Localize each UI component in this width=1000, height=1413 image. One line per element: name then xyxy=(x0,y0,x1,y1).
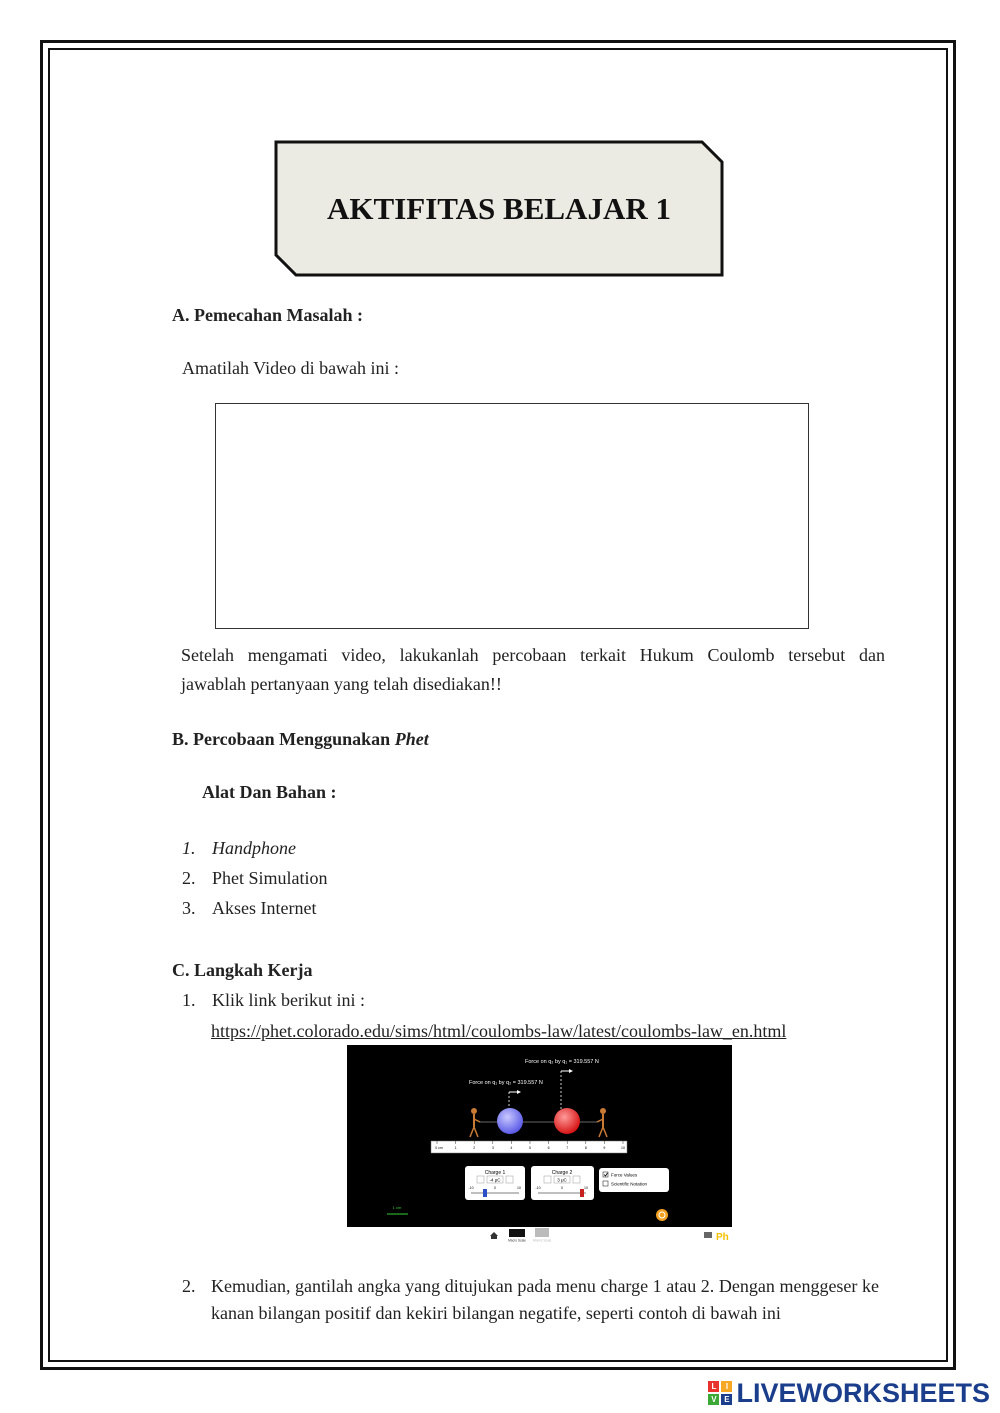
reset-button[interactable] xyxy=(656,1209,668,1221)
force-label-q2: Force on q₂ by q₁ = 319.557 N xyxy=(525,1059,599,1065)
brand-name: LIVEWORKSHEETS xyxy=(736,1377,990,1408)
step-2-text: Kemudian, gantilah angka yang ditujukan pada menu charge 1 atau 2. Dengan menggeser ke kanan bilangan positif dan kekiri bilangan negatife, seperti contoh di bawah ini xyxy=(211,1276,879,1323)
charge-1-slider-mid: 0 xyxy=(494,1186,496,1190)
tools-subheading: Alat Dan Bahan : xyxy=(202,782,337,802)
scientific-notation-label: Scientific Notation xyxy=(611,1181,648,1187)
list-item-label: Akses Internet xyxy=(212,898,317,918)
charge-1-decrement-button[interactable] xyxy=(477,1176,484,1183)
list-item xyxy=(182,895,316,921)
macro-scale-label: Macro Scale xyxy=(508,1238,526,1243)
after-video-line2: jawablah pertanyaan yang telah disediakan!! xyxy=(181,674,502,694)
ruler-label: 0 cm xyxy=(435,1146,443,1150)
after-video-line1: Setelah mengamati video, lakukanlah percobaan terkait Hukum Coulomb tersebut dan xyxy=(181,645,885,665)
charge-2-decrement-button[interactable] xyxy=(544,1176,551,1183)
ruler-label: 8 xyxy=(584,1146,587,1150)
charge-2-slider-max: 10 xyxy=(584,1186,588,1190)
title-banner xyxy=(274,140,724,277)
charge-1-sphere[interactable] xyxy=(497,1108,523,1134)
ruler-label: 7 xyxy=(566,1146,569,1150)
menu-icon[interactable] xyxy=(704,1232,712,1238)
list-item-number: 2. xyxy=(182,868,196,888)
section-c-heading: C. Langkah Kerja xyxy=(172,960,313,980)
ruler-label: 10 xyxy=(621,1146,625,1150)
charge-2-slider-thumb[interactable] xyxy=(580,1189,584,1197)
home-icon[interactable] xyxy=(490,1232,498,1239)
force-values-label: Force Values xyxy=(611,1172,638,1178)
ruler-label: 4 xyxy=(510,1146,513,1150)
list-item-number: 3. xyxy=(182,898,196,918)
charge-2-slider-mid: 0 xyxy=(561,1186,563,1190)
phet-logo: Ph xyxy=(716,1232,729,1243)
step-1 xyxy=(182,987,365,1013)
scale-label: 1 cm xyxy=(392,1205,402,1210)
section-b-heading-prefix: B. Percobaan Menggunakan xyxy=(172,729,395,749)
force-label-q1: Force on q₁ by q₂ = 319.557 N xyxy=(469,1080,543,1086)
charge-2-increment-button[interactable] xyxy=(573,1176,580,1183)
section-b-heading xyxy=(172,726,429,752)
charge-1-title: Charge 1 xyxy=(484,1170,506,1176)
charge-1-increment-button[interactable] xyxy=(506,1176,513,1183)
ruler-label: 5 xyxy=(529,1146,531,1150)
scientific-notation-checkbox[interactable] xyxy=(603,1181,608,1186)
sim-navbar xyxy=(347,1227,732,1243)
step-number: 1. xyxy=(182,990,196,1010)
ruler-label: 3 xyxy=(491,1146,494,1150)
ruler-label: 2 xyxy=(473,1146,476,1150)
atomic-scale-label: Atomic Scale xyxy=(532,1238,552,1243)
list-item-label: Phet Simulation xyxy=(212,868,328,888)
page-title: AKTIFITAS BELAJAR 1 xyxy=(327,190,671,226)
ruler-label: 6 xyxy=(547,1146,550,1150)
charge-1-value: -4 μC xyxy=(489,1177,501,1183)
video-placeholder[interactable] xyxy=(215,403,809,629)
step-text: Klik link berikut ini : xyxy=(212,990,365,1010)
list-item xyxy=(182,835,296,861)
right-puller-figure xyxy=(597,1108,607,1137)
ruler-label: 9 xyxy=(603,1146,606,1150)
left-puller-figure xyxy=(470,1108,480,1137)
section-b-heading-phet: Phet xyxy=(394,729,429,749)
charge-2-title: Charge 2 xyxy=(551,1170,573,1176)
charge-2-slider-min: -10 xyxy=(535,1186,541,1190)
ruler-label: 1 xyxy=(454,1146,457,1150)
list-item xyxy=(182,865,328,891)
phet-link[interactable]: https://phet.colorado.edu/sims/html/coulombs-law/latest/coulombs-law_en.html xyxy=(211,1021,787,1041)
list-item-number: 1. xyxy=(182,838,196,858)
charge-1-slider-max: 10 xyxy=(517,1186,521,1190)
charge-2-sphere[interactable] xyxy=(554,1108,580,1134)
atomic-scale-tab[interactable] xyxy=(535,1228,549,1237)
section-a-intro: Amatilah Video di bawah ini : xyxy=(182,358,400,378)
logo-icon: L I V E xyxy=(708,1381,732,1405)
charge-2-value: 3 μC xyxy=(557,1177,567,1183)
liveworksheets-logo xyxy=(708,1378,990,1408)
section-a-heading: A. Pemecahan Masalah : xyxy=(172,305,363,325)
step-2-number: 2. xyxy=(182,1276,196,1296)
charge-1-slider-min: -10 xyxy=(468,1186,474,1190)
macro-scale-tab[interactable] xyxy=(509,1229,525,1237)
list-item-label: Handphone xyxy=(212,838,296,858)
phet-simulation-screenshot xyxy=(347,1045,732,1243)
charge-1-slider-thumb[interactable] xyxy=(483,1189,487,1197)
